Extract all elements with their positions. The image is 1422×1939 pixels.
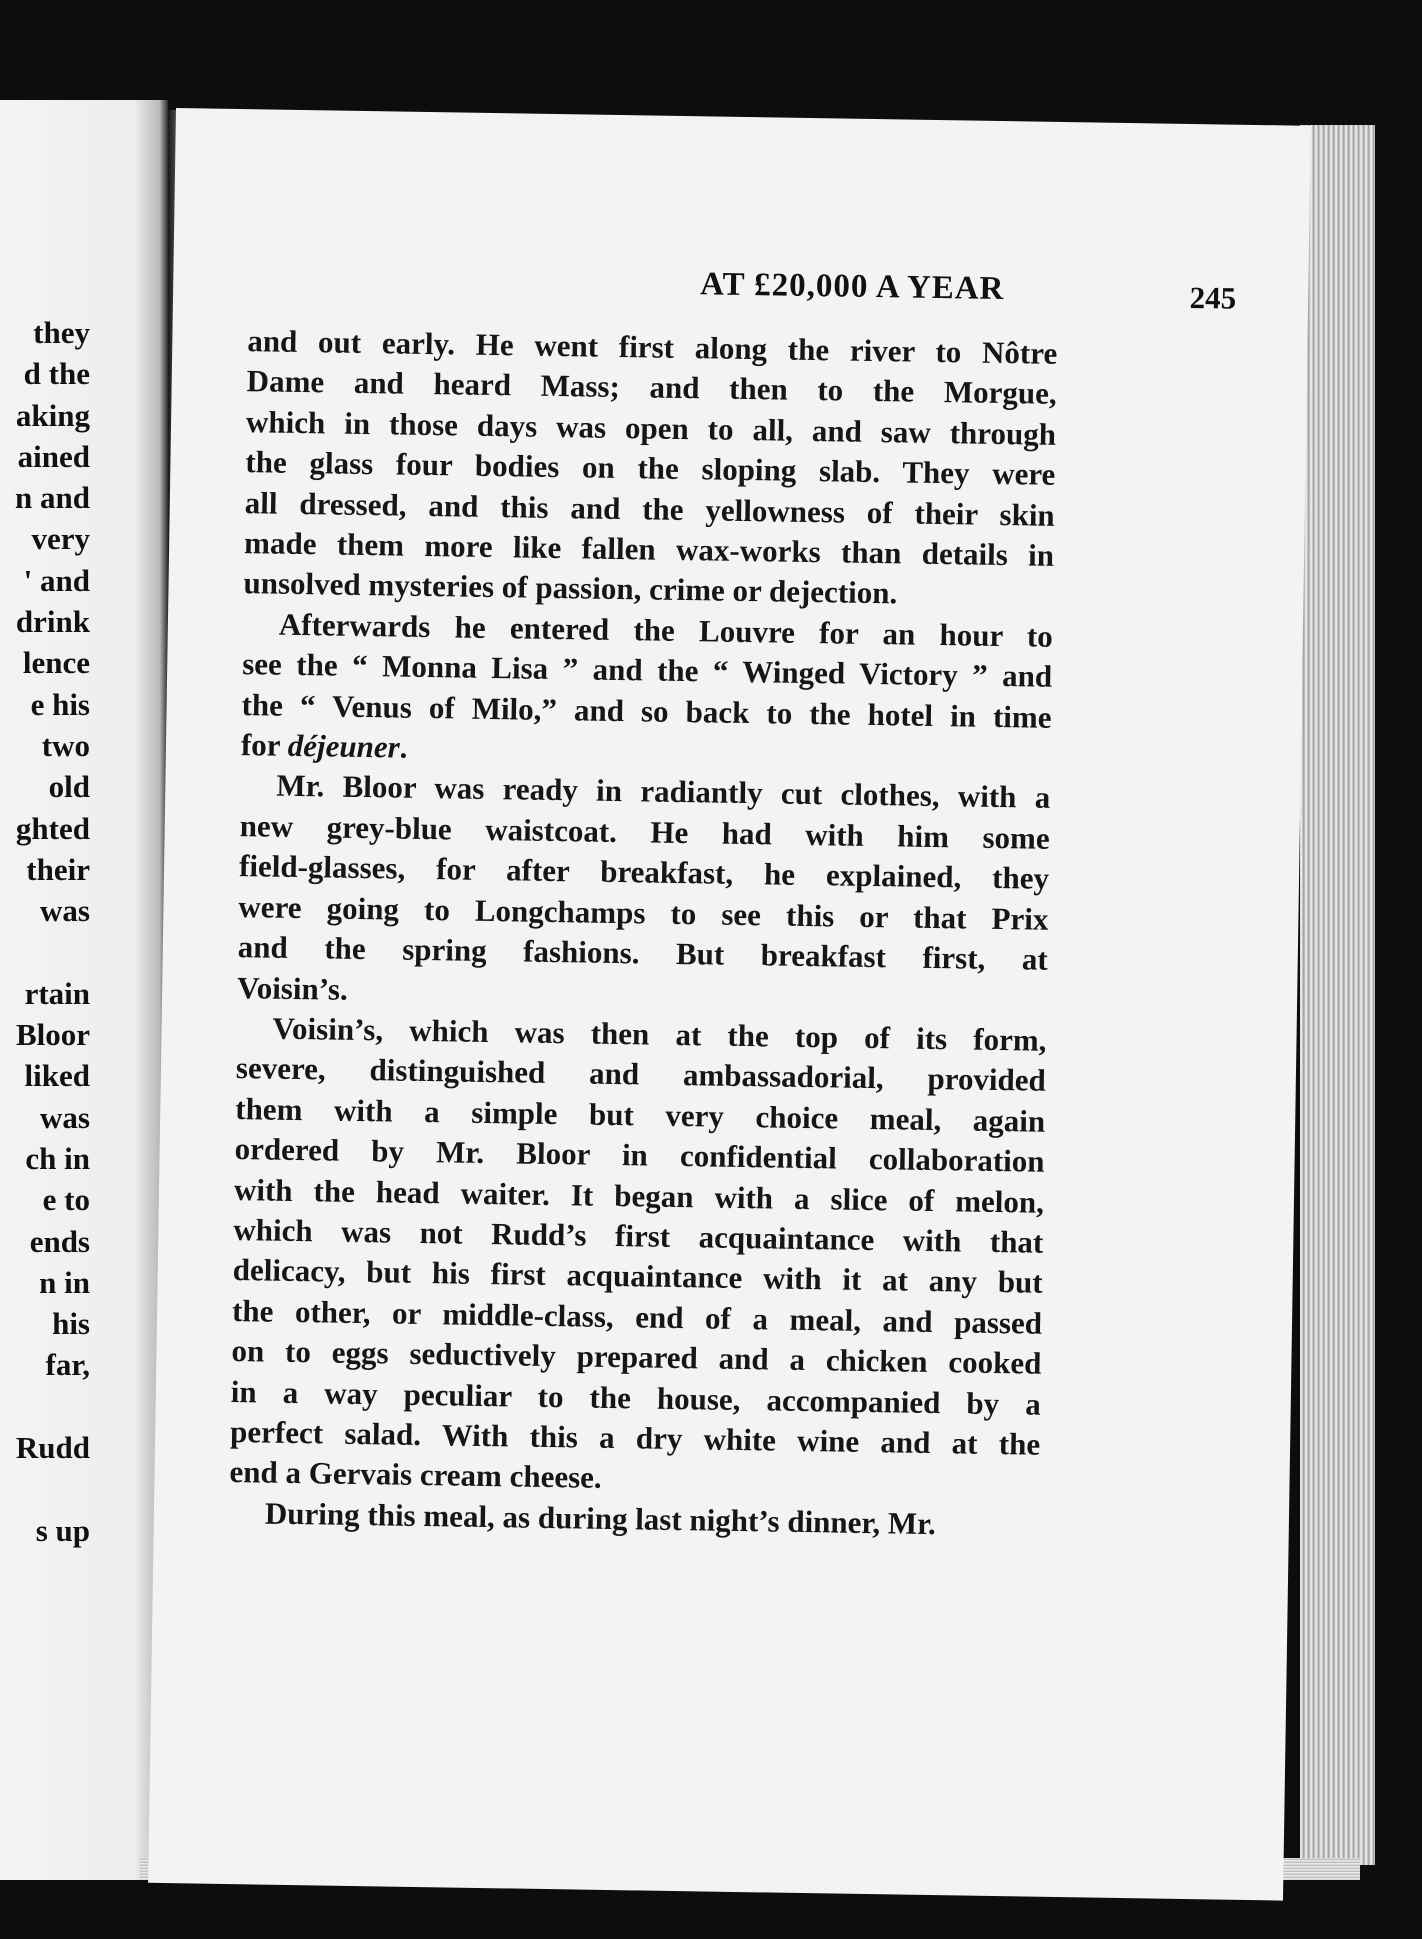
left-line: their <box>26 851 90 887</box>
left-line: drink <box>15 604 90 640</box>
text-line: end a Gervais cream cheese. <box>229 1454 603 1496</box>
page-number: 245 <box>1189 279 1237 316</box>
left-line: e his <box>30 686 90 722</box>
text-line: were going to Longchamps to see this or that Prix <box>238 888 1049 937</box>
left-line: ends <box>29 1223 90 1259</box>
text-line: the other, or middle-class, end of a meal, and passed <box>231 1292 1043 1341</box>
text-line: all dressed, and this and the yellowness of their skin <box>244 484 1055 533</box>
left-line: d the <box>23 356 90 392</box>
text-line: new grey-blue waistcoat. He had with him some <box>239 807 1050 856</box>
paragraph <box>243 321 1057 617</box>
text-line: them with a simple but very choice meal, again <box>235 1090 1046 1139</box>
page-header <box>468 263 1237 325</box>
left-page <box>0 100 168 1880</box>
left-line <box>0 1468 90 1509</box>
left-line: two <box>41 727 90 763</box>
text-fragment: for <box>240 727 289 763</box>
text-line: field-glasses, for after breakfast, he explained, they <box>238 848 1050 897</box>
left-line: ' and <box>23 562 90 598</box>
text-line: Afterwards he entered the Louvre for an hour to <box>278 606 1054 654</box>
left-line: was <box>40 1099 90 1135</box>
left-line <box>0 931 90 972</box>
text-line: made them more like fallen wax-works than details in <box>243 525 1055 573</box>
italic-word: déjeuner <box>287 727 400 765</box>
text-line: on to eggs seductively prepared and a chicken cooked <box>231 1333 1042 1381</box>
left-line: they <box>33 315 90 350</box>
text-line: delicacy, but his first acquaintance with it at any but <box>232 1252 1043 1301</box>
left-line: old <box>48 769 90 805</box>
left-line: lence <box>22 645 90 681</box>
left-line: liked <box>24 1058 90 1094</box>
text-line: perfect salad. With this a dry white wine and at the <box>229 1413 1041 1462</box>
right-page <box>148 108 1311 1901</box>
left-line: rtain <box>24 975 90 1011</box>
text-line: During this meal, as during last night’s dinner, Mr. <box>264 1495 937 1541</box>
left-line: ghted <box>15 810 90 846</box>
paragraph <box>241 604 1053 778</box>
text-line: which in those days was open to all, and saw through <box>245 403 1057 452</box>
left-line: Rudd <box>15 1430 90 1466</box>
left-line: s up <box>35 1512 90 1548</box>
left-line: e to <box>42 1182 90 1218</box>
text-line: the glass four bodies on the sloping slab. They were <box>245 444 1056 493</box>
text-line: and the spring fashions. But breakfast first, at <box>237 929 1049 977</box>
text-line: in a way peculiar to the house, accompanied by a <box>230 1373 1042 1422</box>
body-text <box>229 321 1058 1546</box>
left-line: was <box>40 893 90 929</box>
text-line: the “ Venus of Milo,” and so back to the hotel in time <box>241 686 1052 735</box>
text-line: which was not Rudd’s first acquaintance with that <box>233 1211 1044 1260</box>
left-line: aking <box>15 397 90 433</box>
paragraph <box>229 1008 1047 1506</box>
text-line: unsolved mysteries of passion, crime or dejection. <box>243 565 898 611</box>
text-line: Dame and heard Mass; and then to the Morgue, <box>246 363 1057 412</box>
running-head: AT £20,000 A YEAR <box>699 266 1005 308</box>
text-line: see the “ Monna Lisa ” and the “ Winged Victory ” and <box>242 646 1053 695</box>
page-edges <box>1300 125 1375 1865</box>
text-line: severe, distinguished and ambassadorial, provided <box>235 1050 1047 1099</box>
text-line: and out early. He went first along the river to Nôtre <box>247 323 1058 371</box>
left-line: n and <box>15 480 90 516</box>
text-line: Mr. Bloor was ready in radiantly cut clothes, with a <box>276 768 1051 816</box>
left-page-text <box>0 312 90 1551</box>
text-line: with the head waiter. It began with a slice of melon, <box>233 1171 1045 1220</box>
text-line: Voisin’s. <box>236 969 349 1007</box>
left-line <box>0 1386 90 1427</box>
left-line: n in <box>39 1264 90 1300</box>
left-line: ained <box>17 438 90 474</box>
left-line: very <box>31 521 90 557</box>
text-fragment: . <box>399 729 408 765</box>
left-line: his <box>52 1306 90 1342</box>
text-line: Voisin’s, which was then at the top of its form, <box>272 1010 1047 1058</box>
left-line: Bloor <box>15 1017 90 1053</box>
paragraph <box>237 766 1051 1021</box>
left-line: ch in <box>25 1140 90 1176</box>
text-line: ordered by Mr. Bloor in confidential collaboration <box>234 1131 1045 1179</box>
left-line: far, <box>45 1347 90 1383</box>
